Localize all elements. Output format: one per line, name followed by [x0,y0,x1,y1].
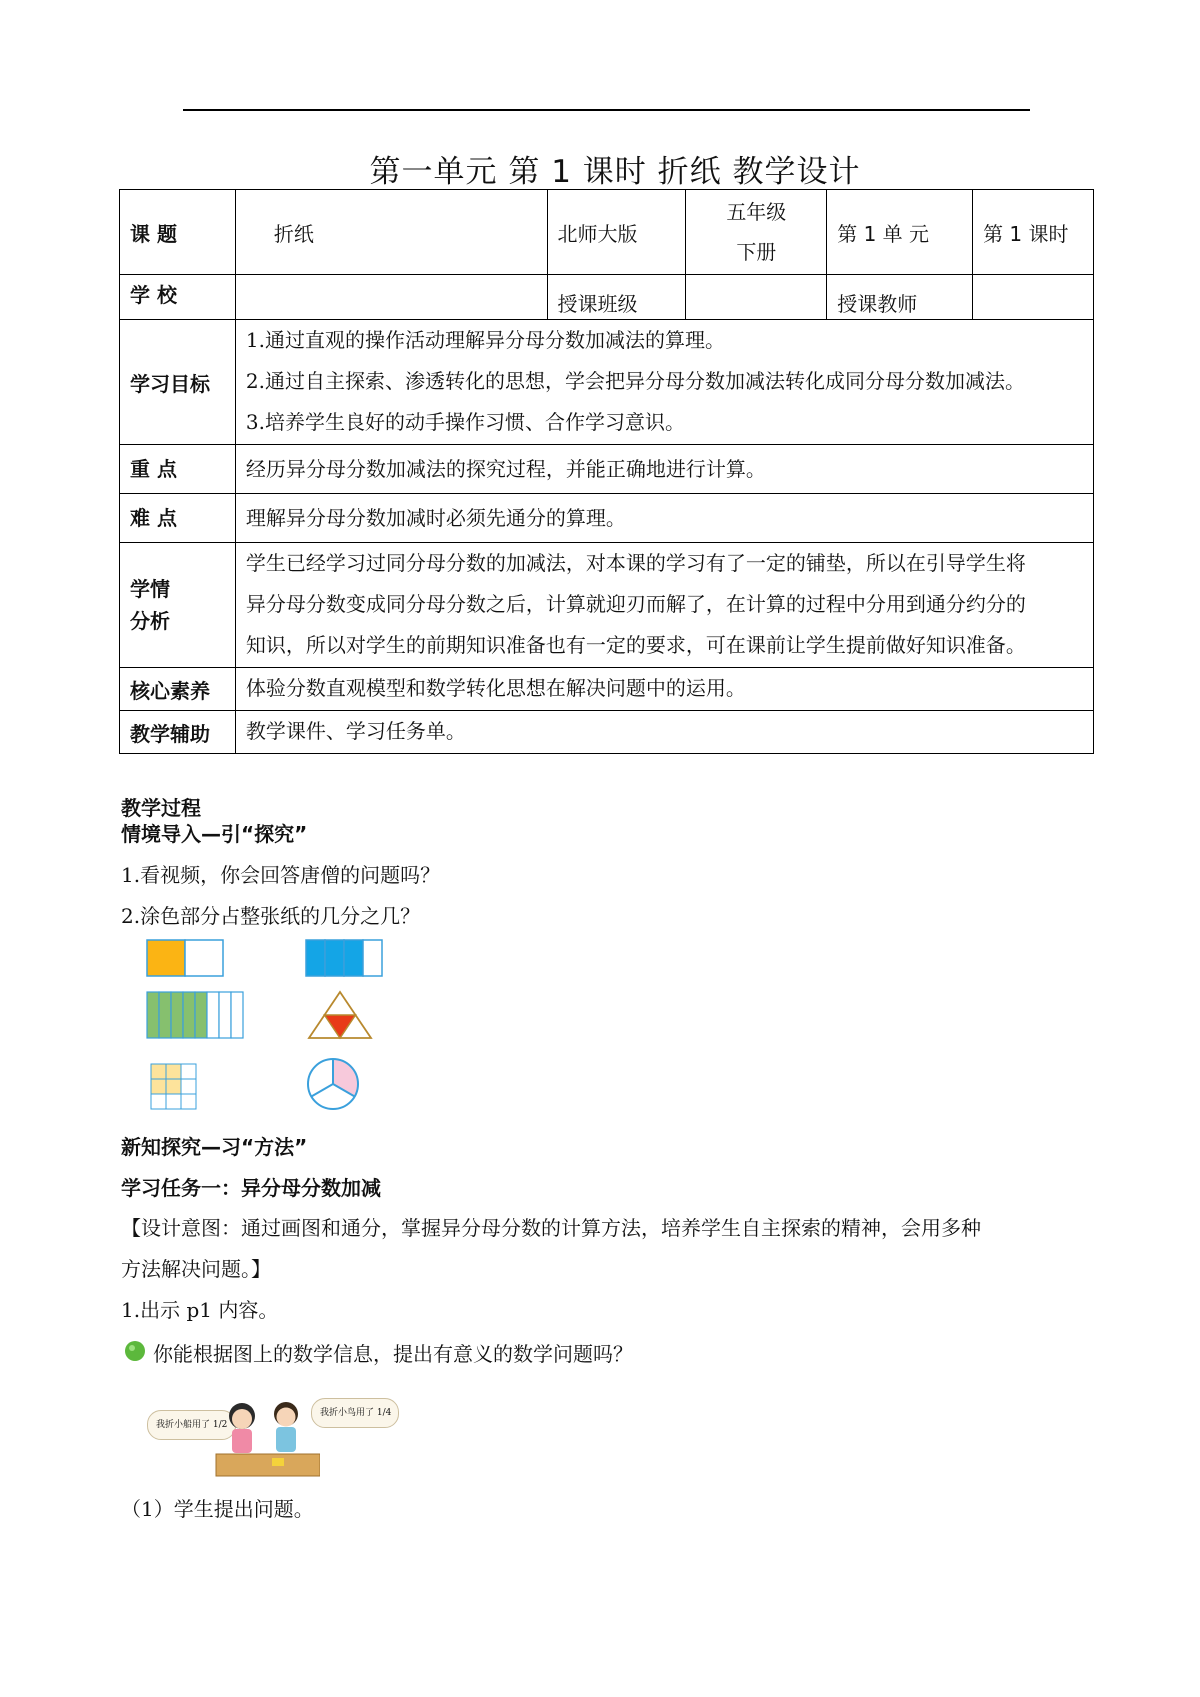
table-row [120,494,1094,543]
grade-cell [686,190,827,275]
topic-value: 折纸 [235,190,547,275]
analysis-line: 学生已经学习过同分母分数的加减法，对本课的学习有了一定的铺垫，所以在引导学生将 [245,551,1026,575]
analysis-label-1: 学情 [130,577,170,601]
bubble-left-text: 我折小船用了 [156,1420,211,1430]
lesson-value: 第 1 课时 [973,190,1094,275]
step-1: 1.出示 p1 内容。 [121,1298,279,1322]
teacher-value [973,275,1094,320]
topic-label: 课 题 [120,190,236,275]
process-heading: 教学过程 [121,796,201,820]
key-label: 重 点 [120,445,236,494]
analysis-line: 异分母分数变成同分母分数之后，计算就迎刃而解了，在计算的过程中分用到通分约分的 [245,592,1026,616]
core-text: 体验分数直观模型和数学转化思想在解决问题中的运用。 [235,668,1093,711]
question-2: 2.涂色部分占整张纸的几分之几？ [121,904,421,928]
green-dot-icon [124,1340,146,1362]
design-intent-line-2: 方法解决问题。】 [121,1257,271,1281]
half-rectangle-figure [147,940,223,976]
key-text: 经历异分母分数加减法的探究过程，并能正确地进行计算。 [235,445,1093,494]
table-row [120,320,1094,445]
grade-line-2: 下册 [736,240,777,264]
analysis-label-2: 分析 [130,609,170,633]
core-label: 核心素养 [120,668,236,711]
class-value [686,275,827,320]
question-prompt: 你能根据图上的数学信息，提出有意义的数学问题吗？ [153,1342,633,1366]
page-title: 第一单元 第 1 课时 折纸 教学设计 [369,154,861,190]
goals-cell [235,320,1093,445]
school-value [235,275,547,320]
table-row [120,543,1094,668]
explore-heading: 新知探究—习“方法” [121,1135,308,1159]
lesson-info-table [119,189,1094,754]
table-row [120,668,1094,711]
goal-item: 2.通过自主探索、渗透转化的思想，学会把异分母分数加减法转化成同分母分数加减法。 [245,369,1025,393]
table-row [120,445,1094,494]
analysis-line: 知识，所以对学生的前期知识准备也有一定的要求，可在课前让学生提前做好知识准备。 [245,633,1026,657]
table-row [120,711,1094,754]
intro-heading: 情境导入—引“探究” [121,822,308,846]
circle-figure [308,1059,358,1109]
unit-value: 第 1 单 元 [827,190,973,275]
table-row [120,275,1094,320]
aids-label: 教学辅助 [120,711,236,754]
goal-item: 3.培养学生良好的动手操作习惯、合作学习意识。 [245,410,685,434]
triangle-figure [309,992,371,1038]
eighths-rectangle-figure [147,992,243,1038]
edition-value: 北师大版 [547,190,686,275]
design-intent-line-1: 【设计意图：通过画图和通分，掌握异分母分数的计算方法，培养学生自主探索的精神，会用多种 [121,1216,981,1240]
teacher-label: 授课教师 [827,275,973,320]
speech-bubble-right [311,1398,399,1428]
aids-text: 教学课件、学习任务单。 [235,711,1093,754]
children-figure [210,1400,320,1480]
difficulty-text: 理解异分母分数加减时必须先通分的算理。 [235,494,1093,543]
fraction-figures [145,938,385,1118]
bubble-right-text: 我折小鸟用了 [320,1408,375,1418]
analysis-label [120,543,236,668]
analysis-cell [235,543,1093,668]
bubble-left-fraction: 1/2 [212,1420,228,1430]
school-label: 学 校 [120,275,236,320]
table-row [120,190,1094,275]
goals-label: 学习目标 [120,320,236,445]
difficulty-label: 难 点 [120,494,236,543]
sub-step-1: （1）学生提出问题。 [121,1497,314,1521]
quarters-rectangle-figure [306,940,382,976]
class-label: 授课班级 [547,275,686,320]
bubble-right-fraction: 1/4 [376,1408,392,1418]
grid-figure [151,1064,196,1109]
header-rule [183,109,1030,111]
grade-line-1: 五年级 [726,200,787,224]
goal-item: 1.通过直观的操作活动理解异分母分数加减法的算理。 [245,328,725,352]
question-1: 1.看视频，你会回答唐僧的问题吗？ [121,863,441,887]
task-1-heading: 学习任务一：异分母分数加减 [121,1176,381,1200]
